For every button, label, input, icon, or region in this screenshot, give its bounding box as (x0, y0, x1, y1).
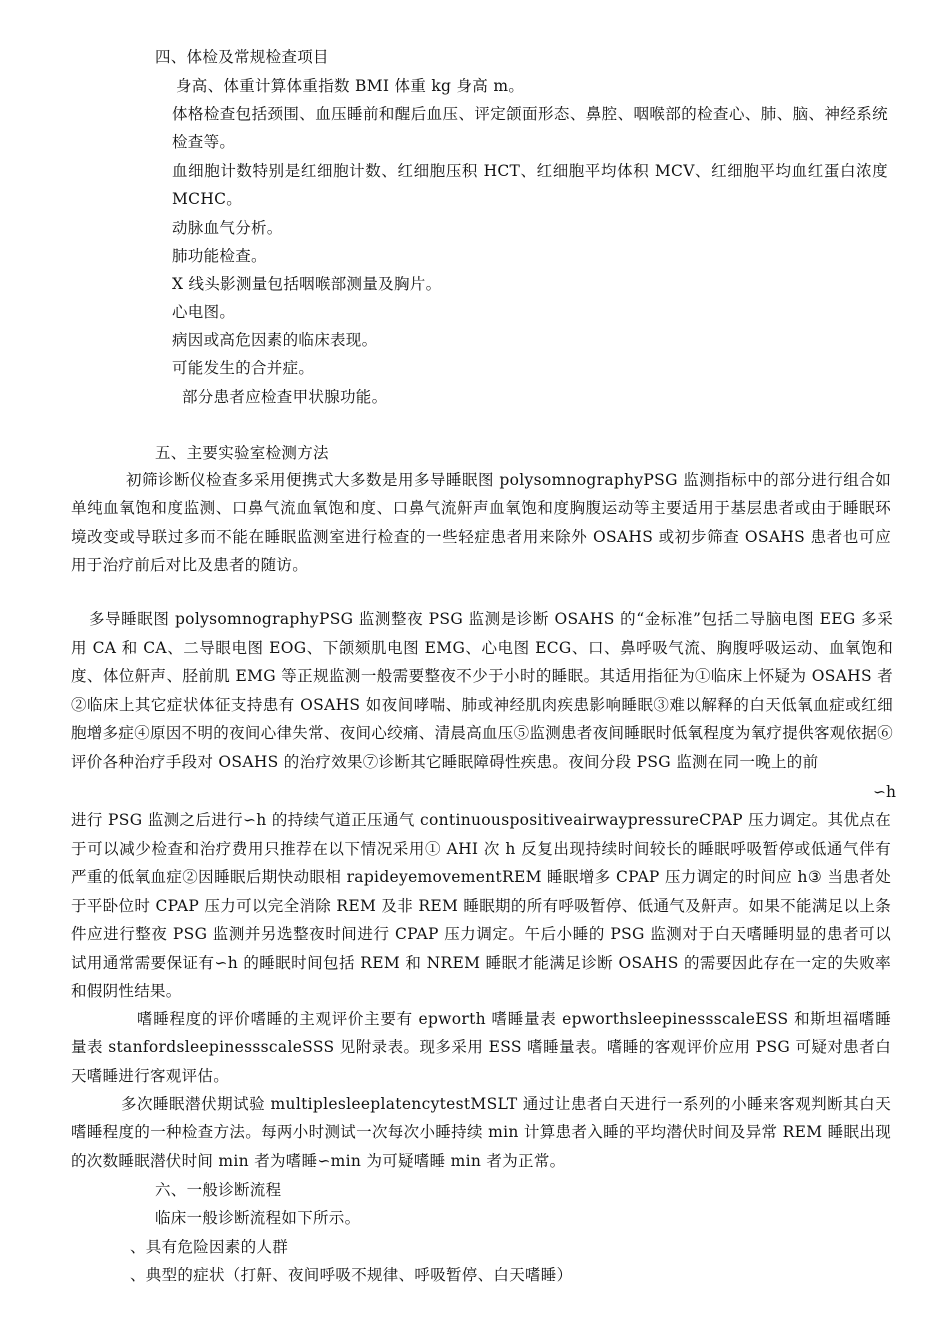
section4-heading: 四、体检及常规检查项目 (155, 48, 329, 66)
section5-paragraph-screening: 初筛诊断仪检查多采用便携式大多数是用多导睡眠图 polysomnographyPSG 监测指标中的部分进行组合如单纯血氧饱和度监测、口鼻气流血氧饱和度、口鼻气流鼾声血氧饱和度胸腹运动等主要适用于基层患者或由于睡眠环境改变或导联过多而不能在睡眠监测室进行检查的一些轻症患者用来除外 OSAHS 或初步筛查 OSAHS 患者也可应用于治疗前后对比及患者的随访。 (71, 471, 891, 575)
section6-heading: 六、一般诊断流程 (155, 1181, 282, 1199)
section4-item-physical-exam: 体格检查包括颈围、血压睡前和醒后血压、评定颌面形态、鼻腔、咽喉部的检查心、肺、脑、神经系统检查等。 (172, 105, 888, 152)
section4-item-lung-function: 肺功能检查。 (172, 247, 267, 265)
section6-item-symptoms: 、典型的症状（打鼾、夜间呼吸不规律、呼吸暂停、白天嗜睡） (130, 1266, 573, 1284)
section4-item-ecg: 心电图。 (172, 303, 236, 321)
section4-item-blood-count: 血细胞计数特别是红细胞计数、红细胞压积 HCT、红细胞平均体积 MCV、红细胞平均血红蛋白浓度 MCHC。 (172, 162, 888, 209)
section6-intro: 临床一般诊断流程如下所示。 (155, 1209, 361, 1227)
section5-paragraph-mslt: 多次睡眠潜伏期试验 multiplesleeplatencytestMSLT 通过让患者白天进行一系列的小睡来客观判断其白天嗜睡程度的一种检查方法。每两小时测试一次每次小睡持续 min 计算患者入睡的平均潜伏时间及异常 REM 睡眠出现的次数睡眠潜伏时间 min 者为嗜睡∽min 为可疑嗜睡 min 者为正常。 (71, 1095, 891, 1170)
section5-paragraph-split-night: 进行 PSG 监测之后进行∽h 的持续气道正压通气 continuouspositiveairwaypressureCPAP 压力调定。其优点在于可以减少检查和治疗费用只推荐在以下情况采用① AHI 次 h 反复出现持续时间较长的睡眠呼吸暂停或低通气伴有严重的低氧血症②因睡眠后期快动眼相 rapideyemovementREM 睡眠增多 CPAP 压力调定的时间应 h③ 当患者处于平卧位时 CPAP 压力可以完全消除 REM 及非 REM 睡眠期的所有呼吸暂停、低通气及鼾声。如果不能满足以上条件应进行整夜 PSG 监测并另选整夜时间进行 CPAP 压力调定。午后小睡的 PSG 监测对于白天嗜睡明显的患者可以试用通常需要保证有∽h 的睡眠时间包括 REM 和 NREM 睡眠才能满足诊断 OSAHS 的需要因此存在一定的失败率和假阴性结果。 (71, 811, 891, 1000)
section4-item-complications: 可能发生的合并症。 (172, 359, 315, 377)
section5-heading: 五、主要实验室检测方法 (155, 444, 329, 462)
section4-item-thyroid: 部分患者应检查甲状腺功能。 (182, 388, 388, 406)
section5-paragraph-psg: 多导睡眠图 polysomnographyPSG 监测整夜 PSG 监测是诊断 OSAHS 的“金标准”包括二导脑电图 EEG 多采用 CA 和 CA、二导眼电图 EOG、下颌颏肌电图 EMG、心电图 ECG、口、鼻呼吸气流、胸腹呼吸运动、血氧饱和度、体位鼾声、胫前肌 EMG 等正规监测一般需要整夜不少于小时的睡眠。其适用指征为①临床上怀疑为 OSAHS 者②临床上其它症状体征支持患有 OSAHS 如夜间哮喘、肺或神经肌肉疾患影响睡眠③难以解释的白天低氧血症或红细胞增多症④原因不明的夜间心律失常、夜间心绞痛、清晨高血压⑤监测患者夜间睡眠时低氧程度为氧疗提供客观依据⑥评价各种治疗手段对 OSAHS 的治疗效果⑦诊断其它睡眠障碍性疾患。夜间分段 PSG 监测在同一晚上的前 (71, 610, 893, 771)
section6-item-risk-group: 、具有危险因素的人群 (130, 1238, 289, 1256)
section4-item-blood-gas: 动脉血气分析。 (172, 219, 283, 237)
section5-paragraph-sleepiness: 嗜睡程度的评价嗜睡的主观评价主要有 epworth 嗜睡量表 epworthsleepinessscaleESS 和斯坦福嗜睡量表 stanfordsleepinessscaleSSS 见附录表。现多采用 ESS 嗜睡量表。嗜睡的客观评价应用 PSG 可疑对患者白天嗜睡进行客观评估。 (71, 1010, 891, 1085)
section4-item-xray: X 线头影测量包括咽喉部测量及胸片。 (172, 275, 442, 293)
section4-item-risk-factors: 病因或高危因素的临床表现。 (172, 331, 378, 349)
section5-paragraph-psg-tail: ∽h (873, 783, 896, 801)
section4-item-bmi: 身高、体重计算体重指数 BMI 体重 kg 身高 m。 (176, 77, 525, 95)
